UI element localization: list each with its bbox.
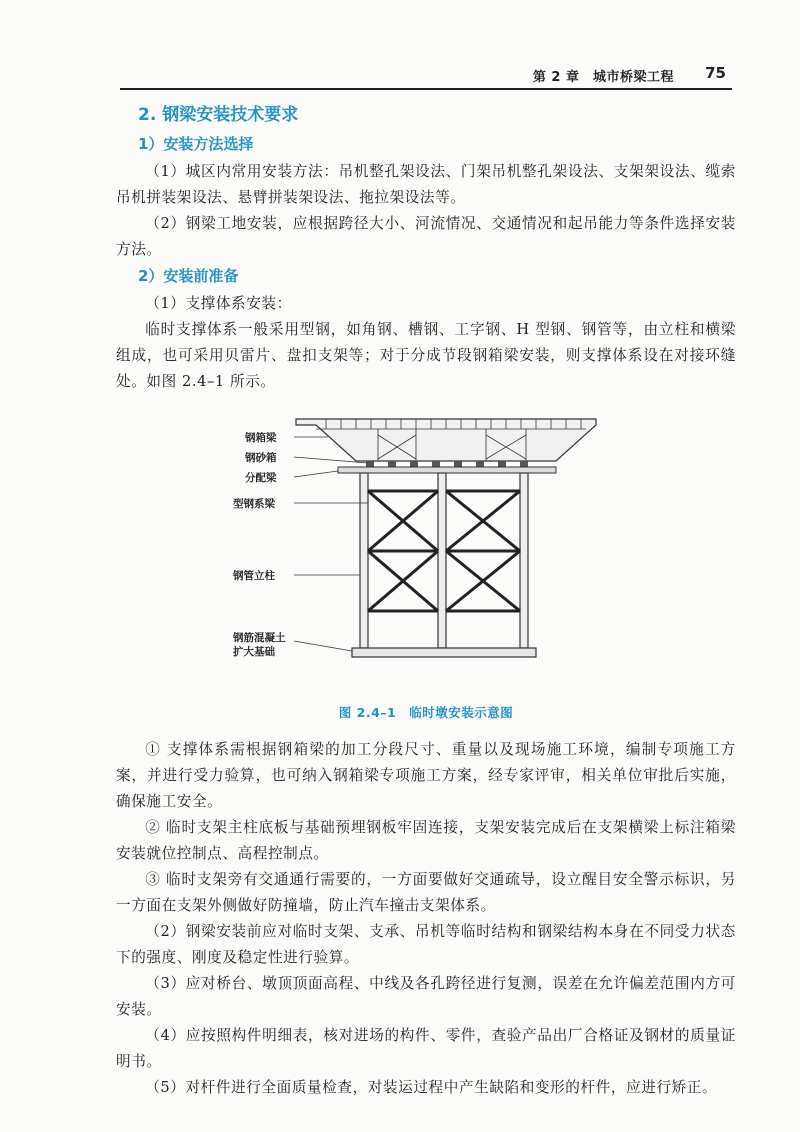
steel-pipe-columns [360,473,528,648]
label-section-steel-bracing: 型钢系梁 [233,498,275,510]
label-steel-box-girder: 钢箱梁 [245,432,277,444]
paragraph: ③ 临时支架旁有交通通行需要的，一方面要做好交通疏导，设立醒目安全警示标识，另一方面在支架外侧做好防撞墙，防止汽车撞击支架体系。 [116,871,736,914]
label-reinforced-concrete: 钢筋混凝土 [233,632,286,644]
paragraph: （4）应按照构件明细表，核对进场的构件、零件，查验产品出厂合格证及钢材的质量证明书。 [116,1027,736,1070]
paragraph: （2）钢梁工地安装，应根据跨径大小、河流情况、交通情况和起吊能力等条件选择安装方法。 [116,215,736,258]
steel-sand-box [366,461,528,467]
page-header [120,60,732,90]
paragraph: （1）支撑体系安装： [145,295,292,312]
figure-caption: 图 2.4–1 临时墩安装示意图 [338,705,514,720]
temporary-pier-figure [116,401,736,701]
paragraph: （1）城区内常用安装方法：吊机整孔架设法、门架吊机整孔架设法、支架架设法、缆索吊机拼装架设法、悬臂拼装架设法、拖拉架设法等。 [116,163,736,206]
steel-box-girder [296,419,596,461]
label-distribution-beam: 分配梁 [245,472,277,484]
pier-diagram [116,401,736,701]
chapter-title: 第 2 章 城市桥梁工程 [532,70,674,85]
section-title: 2. 钢梁安装技术要求 [138,105,299,125]
subsection-title-1: 1）安装方法选择 [138,135,254,153]
distribution-beam [338,467,556,473]
label-steel-pipe-column: 钢管立柱 [233,570,275,582]
page-content [116,103,736,1101]
paragraph: （2）钢梁安装前应对临时支架、支承、吊机等临时结构和钢梁结构本身在不同受力状态下的强度、刚度及稳定性进行验算。 [116,923,736,966]
page-number: 75 [705,64,726,82]
paragraph: （5）对杆件进行全面质量检查，对装运过程中产生缺陷和变形的杆件，应进行矫正。 [145,1079,718,1096]
paragraph: ① 支撑体系需根据钢箱梁的加工分段尺寸、重量以及现场施工环境，编制专项施工方案，并进行受力验算，也可纳入钢箱梁专项施工方案，经专家评审，相关单位审批后实施，确保施工安全。 [116,741,736,810]
subsection-title-2: 2）安装前准备 [138,267,239,285]
paragraph: 临时支撑体系一般采用型钢，如角钢、槽钢、工字钢、H 型钢、钢管等，由立柱和横梁组成，也可采用贝雷片、盘扣支架等；对于分成节段钢箱梁安装，则支撑体系设在对接环缝处。如图 2.4–1 所示。 [116,321,736,390]
label-spread-footing: 扩大基础 [233,646,275,658]
label-steel-sand-box: 钢砂箱 [245,452,277,464]
paragraph: （3）应对桥台、墩顶顶面高程、中线及各孔跨径进行复测，误差在允许偏差范围内方可安装。 [116,975,736,1018]
paragraph: ② 临时支架主柱底板与基础预埋钢板牢固连接，支架安装完成后在支架横梁上标注箱梁安装就位控制点、高程控制点。 [116,819,736,862]
concrete-footing [352,648,536,657]
